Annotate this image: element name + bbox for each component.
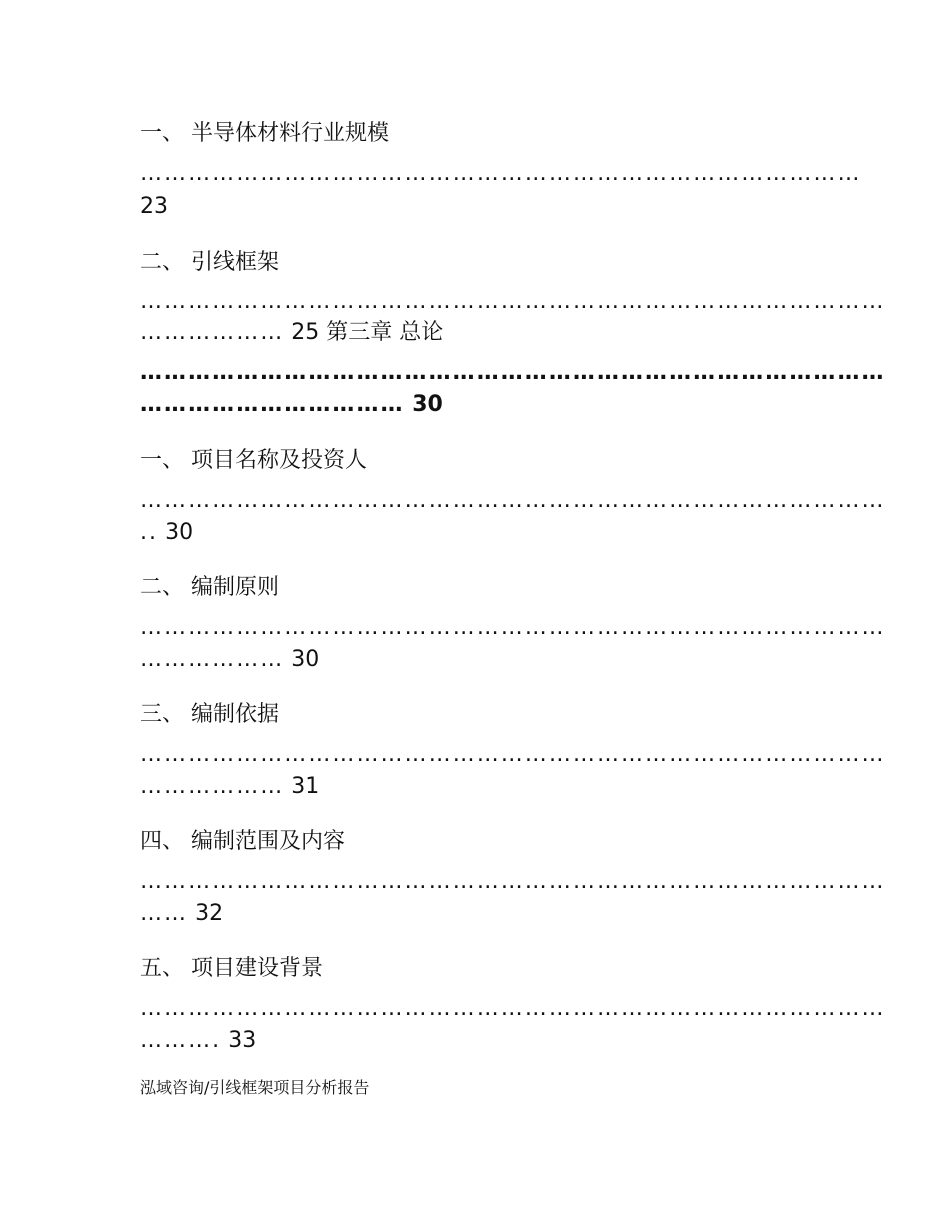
toc-leader-line xyxy=(140,1026,256,1056)
toc-leader-dots: ………………………………………………………………………………… xyxy=(140,869,886,894)
toc-page-number: 32 xyxy=(188,901,224,926)
toc-heading[interactable]: 二、 引线框架 xyxy=(140,250,279,275)
toc-leader-dots: ………. xyxy=(140,1028,222,1053)
toc-heading[interactable]: 四、 编制范围及内容 xyxy=(140,829,345,854)
toc-page-number: 30 xyxy=(284,647,320,672)
toc-leader-line xyxy=(140,390,443,420)
toc-heading[interactable]: 五、 项目建设背景 xyxy=(140,956,323,981)
toc-leader-dots: …… xyxy=(140,901,189,926)
toc-page-number: 23 xyxy=(140,194,168,219)
toc-heading[interactable]: 一、 半导体材料行业规模 xyxy=(140,121,389,146)
toc-leader-dots: ……………………………………………………………………………… xyxy=(140,161,862,186)
toc-leader-line xyxy=(140,899,223,929)
toc-leader-line xyxy=(140,772,319,802)
toc-heading[interactable]: 二、 编制原则 xyxy=(140,575,279,600)
toc-page-number: 30 xyxy=(404,392,443,417)
toc-leader-dots: ………………………………………………………………………………… xyxy=(140,615,886,640)
toc-leader-dots: ………………………………………………………………………………… xyxy=(140,360,886,385)
toc-page-number: 33 xyxy=(221,1028,257,1053)
page-footer: 泓域咨询/引线框架项目分析报告 xyxy=(140,1078,370,1097)
toc-leader-dots: ……………… xyxy=(140,774,285,799)
toc-leader-dots: ………………………………………………………………………………… xyxy=(140,742,886,767)
toc-leader-line xyxy=(140,518,193,548)
toc-leader-line xyxy=(140,318,443,348)
toc-leader-dots: ………………………………………………………………………………… xyxy=(140,488,886,513)
toc-heading[interactable]: 三、 编制依据 xyxy=(140,702,279,727)
toc-leader-line xyxy=(140,645,319,675)
toc-leader-dots: ………………………………………………………………………………… xyxy=(140,996,886,1021)
toc-heading[interactable]: 一、 项目名称及投资人 xyxy=(140,448,367,473)
toc-page-number: 30 xyxy=(158,520,194,545)
toc-leader-dots: ……………… xyxy=(140,320,285,345)
toc-page-number: 31 xyxy=(284,774,320,799)
toc-leader-dots: .. xyxy=(140,520,159,545)
toc-leader-dots: ……………… xyxy=(140,647,285,672)
toc-leader-dots: …………………………… xyxy=(140,392,405,417)
toc-leader-dots: ………………………………………………………………………………… xyxy=(140,289,886,314)
toc-page-number-and-chapter[interactable]: 25 第三章 总论 xyxy=(284,320,444,345)
